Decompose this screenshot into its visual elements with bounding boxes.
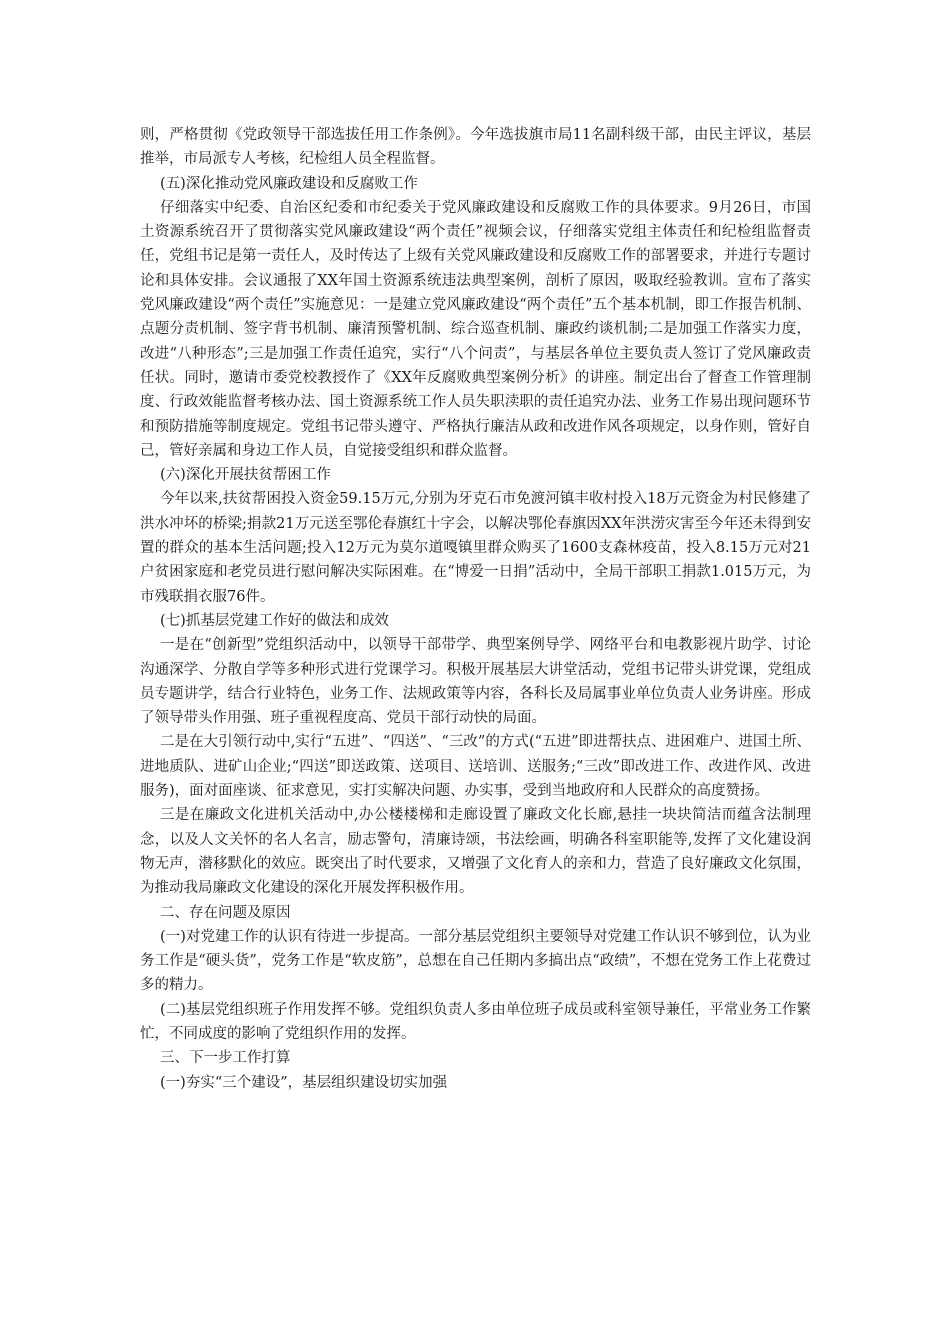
paragraph-problem-two: (二)基层党组织班子作用发挥不够。党组织负责人多由单位班子成员或科室领导兼任，平常业务工作繁忙，不同成度的影响了党组织作用的发挥。: [140, 1001, 811, 1042]
paragraph-problem-one: (一)对党建工作的认识有待进一步提高。一部分基层党组织主要领导对党建工作认识不够到位，认为业务工作是“硬头货”，党务工作是“软皮筋”，总想在自己任期内多搞出点“政绩”，不想在党务工作上花费过多的精力。: [140, 928, 811, 994]
paragraph-item-three: 三是在廉政文化进机关活动中,办公楼楼梯和走廊设置了廉政文化长廊,悬挂一块块简洁而蕴含法制理念，以及人文关怀的名人名言，励志警句，清廉诗颂，书法绘画，明确各科室职能等,发挥了文化建设润物无声，潜移默化的效应。既突出了时代要求，又增强了文化育人的亲和力，营造了良好廉政文化氛围，为推动我局廉政文化建设的深化开展发挥积极作用。: [140, 807, 811, 897]
section-heading-6: (六)深化开展扶贫帮困工作: [160, 467, 331, 484]
section-heading-5: (五)深化推动党风廉政建设和反腐败工作: [160, 175, 418, 192]
section-heading-next-steps: 三、下一步工作打算: [160, 1050, 291, 1067]
document-page: [140, 123, 811, 1095]
paragraph-item-one: 一是在“创新型”党组织活动中，以领导干部带学、典型案例导学、网络平台和电教影视片助学、讨论沟通深学、分散自学等多种形式进行党课学习。积极开展基层大讲堂活动，党组书记带头讲党课，党组成员专题讲学，结合行业特色，业务工作、法规政策等内容，各科长及局属事业单位负责人业务讲座。形成了领导带头作用强、班子重视程度高、党员干部行动快的局面。: [140, 637, 811, 727]
paragraph-continued: 则，严格贯彻《党政领导干部选拔任用工作条例》。今年选拔旗市局11名副科级干部，由民主评议，基层推举，市局派专人考核，纪检组人员全程监督。: [140, 127, 811, 168]
paragraph-poverty-relief: 今年以来,扶贫帮困投入资金59.15万元,分别为牙克石市免渡河镇丰收村投入18万元资金为村民修建了洪水冲坏的桥梁;捐款21万元送至鄂伦春旗红十字会，以解决鄂伦春旗因XX年洪涝灾害至今年还未得到安置的群众的基本生活问题;投入12万元为莫尔道嘎镇里群众购买了1600支森林疫苗，投入8.15万元对21户贫困家庭和老党员进行慰问解决实际困难。在“博爱一日捐”活动中，全局干部职工捐款1.015万元，为市残联捐衣服76件。: [140, 491, 811, 605]
paragraph-anticorruption: 仔细落实中纪委、自治区纪委和市纪委关于党风廉政建设和反腐败工作的具体要求。9月26日，市国土资源系统召开了贯彻落实党风廉政建设“两个责任”视频会议，仔细落实党组主体责任和纪检组监督责任，党组书记是第一责任人，及时传达了上级有关党风廉政建设和反腐败工作的部署要求，并进行专题讨论和具体安排。会议通报了XX年国土资源系统违法典型案例，剖析了原因，吸取经验教训。宣布了落实党风廉政建设“两个责任”实施意见：一是建立党风廉政建设“两个责任”五个基本机制，即工作报告机制、点题分责机制、签字背书机制、廉清预警机制、综合巡查机制、廉政约谈机制;二是加强工作落实力度，改进“八种形态”;三是加强工作责任追究，实行“八个问责”，与基层各单位主要负责人签订了党风廉政责任状。同时，邀请市委党校教授作了《XX年反腐败典型案例分析》的讲座。制定出台了督查工作管理制度、行政效能监督考核办法、国土资源系统工作人员失职渎职的责任追究办法、业务工作易出现问题环节和预防措施等制度规定。党组书记带头遵守、严格执行廉洁从政和改进作风各项规定，以身作则，管好自己，管好亲属和身边工作人员，自觉接受组织和群众监督。: [140, 199, 811, 459]
section-heading-7: (七)抓基层党建工作好的做法和成效: [160, 612, 389, 629]
paragraph-item-two: 二是在大引领行动中,实行“五进”、“四送”、“三改”的方式(“五进”即进帮扶点、进困难户、进国土所、进地质队、进矿山企业;“四送”即送政策、送项目、送培训、送服务;“三改”即改进工作、改进作风、改进服务)，面对面座谈、征求意见，实打实解决问题、办实事，受到当地政府和人民群众的高度赞扬。: [140, 734, 811, 800]
section-heading-problems: 二、存在问题及原因: [160, 904, 291, 921]
subsection-heading-next-one: (一)夯实“三个建设”，基层组织建设切实加强: [160, 1074, 448, 1091]
